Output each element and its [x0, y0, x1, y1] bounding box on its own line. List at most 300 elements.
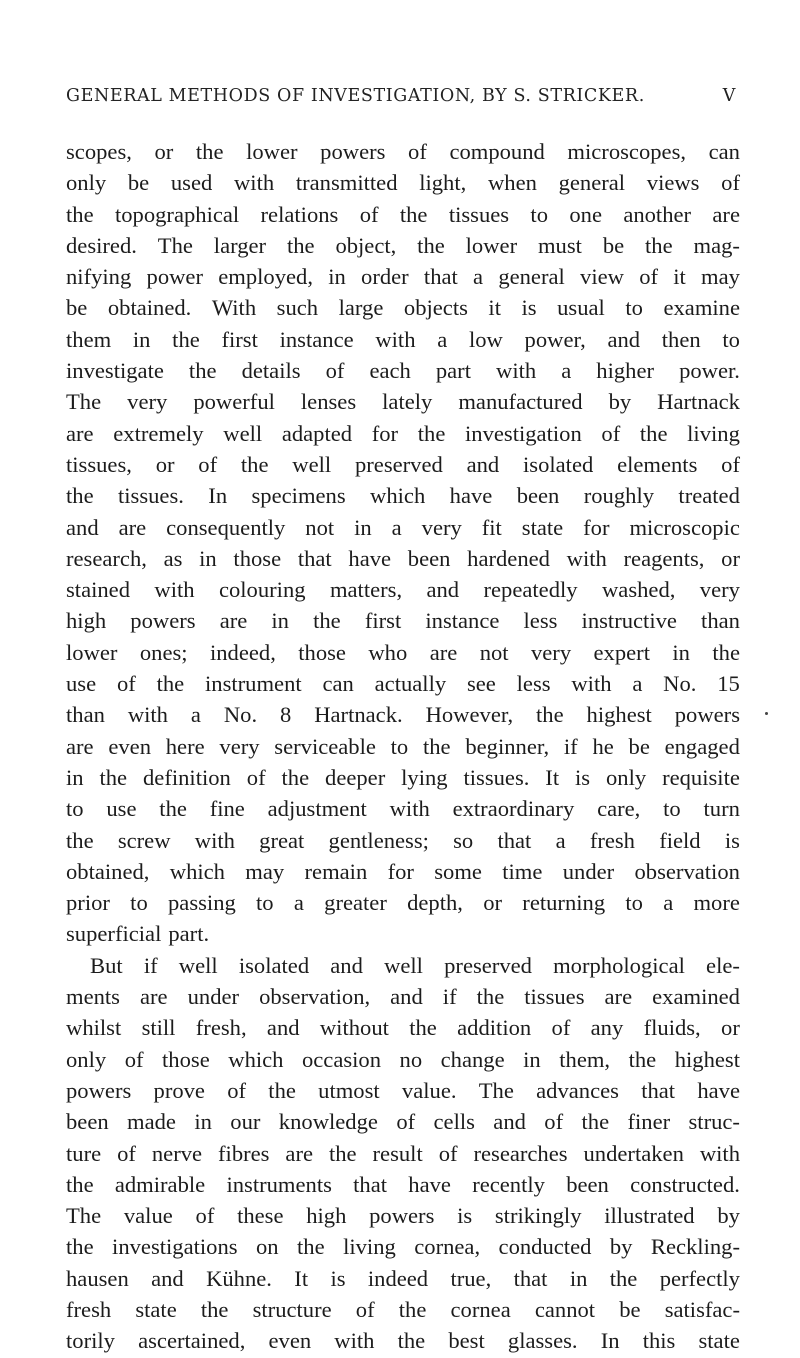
word: instance: [425, 608, 500, 634]
word: if: [143, 952, 158, 978]
word: of: [325, 358, 345, 384]
word: to: [390, 733, 409, 759]
text-line: [66, 1044, 740, 1075]
word: occasion: [301, 1046, 382, 1072]
word: lately: [382, 389, 433, 415]
word: the: [398, 1296, 427, 1322]
word: the: [397, 1328, 426, 1354]
word: to: [130, 890, 148, 916]
word: in: [66, 764, 84, 790]
word: a: [437, 326, 448, 352]
word: or: [154, 139, 174, 164]
word: the: [628, 1046, 657, 1072]
word: cannot: [534, 1296, 596, 1322]
word: powers: [674, 702, 740, 728]
word: and: [390, 984, 423, 1010]
word: with: [334, 1328, 375, 1354]
word: not: [305, 514, 335, 540]
word: strikingly: [494, 1203, 582, 1229]
word: made: [127, 1109, 176, 1135]
word: to: [663, 796, 681, 822]
word: of: [117, 1140, 136, 1166]
word: nerve: [151, 1140, 203, 1166]
word: may: [701, 264, 740, 290]
word: with: [496, 358, 537, 384]
word: addition: [457, 1015, 532, 1041]
word: than: [701, 608, 740, 634]
word: that: [641, 1077, 676, 1103]
word: a: [632, 671, 643, 697]
word: returning: [522, 890, 606, 916]
word: cornea,: [414, 1234, 481, 1260]
word: prove: [153, 1077, 205, 1103]
word: tissues.: [118, 483, 184, 509]
word: powers: [369, 1203, 435, 1229]
text-line: [66, 699, 740, 730]
text-line: [66, 668, 740, 699]
word: is: [330, 1265, 346, 1291]
word: the: [99, 764, 128, 790]
word: of: [246, 764, 266, 790]
word: instruments: [226, 1171, 332, 1197]
word: part: [435, 358, 471, 384]
word: them: [66, 326, 112, 352]
word: with: [127, 702, 168, 728]
word: requisite: [662, 764, 740, 790]
word: desired.: [66, 232, 137, 258]
running-head-title: GENERAL METHODS OF INVESTIGATION, BY S. STRICKER.: [66, 86, 645, 106]
word: for: [371, 420, 399, 446]
word: details: [241, 358, 301, 384]
text-line: [66, 950, 740, 981]
word: of: [355, 1296, 375, 1322]
word: fresh,: [195, 1015, 247, 1041]
word: the: [66, 827, 94, 853]
text-line: [66, 1138, 740, 1169]
word: the: [609, 1265, 638, 1291]
word: instance: [279, 326, 354, 352]
text-line: [66, 230, 740, 261]
text-line: [66, 1075, 740, 1106]
word: with: [566, 545, 607, 571]
word: this: [642, 1328, 676, 1354]
word: the: [639, 420, 668, 446]
word: ones;: [139, 639, 188, 665]
word: it: [673, 264, 686, 290]
text-line: [66, 731, 740, 762]
word: in: [199, 545, 217, 571]
word: superficial: [66, 921, 162, 947]
word: are: [429, 639, 458, 665]
word: use: [66, 671, 97, 697]
word: tissues: [524, 984, 585, 1010]
text-line: [66, 825, 740, 856]
word: the: [313, 608, 341, 634]
word: as: [163, 545, 183, 571]
word: are: [285, 1140, 314, 1166]
word: those: [162, 1046, 210, 1072]
word: highest: [586, 702, 652, 728]
word: of: [195, 1203, 215, 1229]
word: recently: [472, 1171, 545, 1197]
word: these: [237, 1203, 284, 1229]
word: have: [408, 1171, 451, 1197]
word: more: [693, 890, 740, 916]
word: serviceable: [274, 733, 376, 759]
word: high: [306, 1203, 347, 1229]
word: of: [551, 1015, 571, 1041]
word: topographical: [114, 201, 240, 227]
word: the: [195, 139, 224, 164]
word: the: [581, 1109, 610, 1135]
word: compound: [449, 139, 545, 164]
word: the: [417, 232, 445, 258]
word: be: [127, 170, 150, 196]
word: he: [592, 733, 614, 759]
word: of: [359, 201, 379, 227]
word: to: [625, 295, 643, 321]
word: preserved: [354, 451, 443, 477]
word: state: [521, 514, 564, 540]
word: by: [608, 389, 632, 415]
word: instrument: [205, 671, 302, 697]
word: very: [219, 733, 260, 759]
word: higher: [596, 358, 655, 384]
word: passing: [168, 890, 236, 916]
word: high: [66, 608, 107, 634]
text-line: [66, 887, 740, 918]
word: with: [389, 796, 430, 822]
word: which: [169, 858, 225, 884]
page-number: V: [722, 86, 736, 106]
word: fit: [481, 514, 502, 540]
word: change: [440, 1046, 505, 1072]
text-line: [66, 418, 740, 449]
word: to: [530, 201, 548, 227]
word: can: [322, 671, 354, 697]
word: our: [230, 1109, 261, 1135]
word: No.: [663, 671, 697, 697]
word: reagents,: [623, 545, 705, 571]
word: who: [368, 639, 408, 665]
word: or: [155, 451, 175, 477]
word: fine: [209, 796, 245, 822]
word: examined: [652, 984, 740, 1010]
text-line: [66, 574, 740, 605]
word: best: [448, 1328, 485, 1354]
word: whilst: [66, 1015, 122, 1041]
word: lower: [246, 139, 298, 164]
body-text: [66, 136, 740, 1357]
word: Reckling-: [650, 1234, 740, 1260]
word: of: [721, 451, 740, 477]
word: use: [106, 796, 137, 822]
text-line: [66, 1263, 740, 1294]
word: under: [187, 984, 240, 1010]
word: that: [353, 1171, 388, 1197]
word: scopes,: [66, 139, 132, 164]
word: screw: [117, 827, 171, 853]
word: well: [223, 420, 263, 446]
word: if: [563, 733, 578, 759]
word: to: [625, 890, 643, 916]
word: the: [172, 326, 200, 352]
word: indeed: [367, 1265, 429, 1291]
word: investigate: [66, 358, 164, 384]
word: treated: [678, 483, 740, 509]
word: ascertained,: [138, 1328, 246, 1354]
word: to: [722, 326, 740, 352]
word: objects: [403, 295, 468, 321]
word: With: [211, 295, 257, 321]
text-line: [66, 856, 740, 887]
word: morphological: [553, 952, 685, 978]
word: of: [227, 1077, 247, 1103]
word: not: [479, 639, 509, 665]
word: by: [717, 1203, 740, 1229]
word: and: [66, 514, 99, 540]
word: any: [590, 1015, 624, 1041]
text-line: [66, 1200, 740, 1231]
word: the: [66, 201, 94, 227]
word: extraordinary: [452, 796, 575, 822]
word: are: [118, 514, 147, 540]
word: are: [66, 733, 94, 759]
word: value.: [401, 1077, 457, 1103]
word: mag-: [693, 232, 740, 258]
word: must: [537, 232, 582, 258]
word: the: [66, 1171, 94, 1197]
word: value: [123, 1203, 173, 1229]
word: well: [178, 952, 218, 978]
word: true,: [450, 1265, 492, 1291]
word: or: [721, 1015, 740, 1041]
word: have: [449, 483, 493, 509]
word: elements: [617, 451, 698, 477]
word: the: [399, 201, 428, 227]
word: be: [602, 232, 625, 258]
word: been: [516, 483, 560, 509]
word: transmitted: [295, 170, 398, 196]
word: under: [562, 858, 615, 884]
word: a: [293, 890, 304, 916]
word: with: [194, 827, 235, 853]
text-line: [66, 918, 740, 949]
text-line: [66, 543, 740, 574]
text-line: [66, 355, 740, 386]
word: part.: [168, 921, 210, 947]
word: a: [555, 827, 566, 853]
text-line: [66, 1012, 740, 1043]
word: The: [478, 1077, 514, 1103]
word: the: [66, 1234, 94, 1260]
text-line: [66, 1231, 740, 1262]
word: fresh: [589, 827, 635, 853]
word: to: [256, 890, 274, 916]
text-line: [66, 449, 740, 480]
word: a: [473, 264, 484, 290]
word: In: [208, 483, 228, 509]
word: only: [66, 170, 107, 196]
word: It: [294, 1265, 309, 1291]
word: examine: [663, 295, 740, 321]
word: of: [438, 1140, 458, 1166]
word: result: [372, 1140, 423, 1166]
word: lying: [401, 764, 448, 790]
word: that: [423, 264, 458, 290]
word: the: [417, 420, 446, 446]
word: are: [219, 608, 248, 634]
word: and: [151, 1265, 184, 1291]
word: general: [498, 264, 565, 290]
word: is: [457, 1203, 473, 1229]
text-line: [66, 637, 740, 668]
word: the: [645, 232, 673, 258]
word: are: [140, 984, 168, 1010]
word: Hartnack: [657, 389, 740, 415]
word: observation: [634, 858, 740, 884]
word: stained: [66, 577, 130, 603]
text-line: [66, 981, 740, 1012]
word: even: [108, 733, 151, 759]
word: the: [159, 796, 187, 822]
word: and: [607, 326, 641, 352]
word: for: [583, 514, 610, 540]
word: It: [545, 764, 560, 790]
word: 15: [717, 671, 740, 697]
text-line: [66, 386, 740, 417]
word: order: [361, 264, 409, 290]
word: on: [256, 1234, 279, 1260]
word: gentleness;: [328, 827, 429, 853]
word: the: [536, 702, 564, 728]
word: here: [165, 733, 205, 759]
word: fibres: [218, 1140, 270, 1166]
word: it: [488, 295, 501, 321]
word: of: [408, 139, 427, 164]
word: Hartnack.: [314, 702, 403, 728]
word: very: [530, 639, 572, 665]
word: instructive: [581, 608, 677, 634]
word: is: [575, 764, 591, 790]
word: powers: [130, 608, 196, 634]
word: ments: [66, 984, 120, 1010]
text-line: [66, 1325, 740, 1356]
word: specimens: [251, 483, 346, 509]
word: investigation: [465, 420, 582, 446]
word: in: [523, 1046, 541, 1072]
word: power,: [524, 326, 586, 352]
text-line: [66, 1169, 740, 1200]
word: the: [476, 984, 505, 1010]
word: cells: [433, 1109, 475, 1135]
word: very: [127, 389, 168, 415]
word: or: [483, 890, 503, 916]
word: and: [426, 577, 460, 603]
word: usual: [557, 295, 605, 321]
word: 8: [280, 702, 292, 728]
word: observation,: [259, 984, 371, 1010]
word: the: [156, 671, 185, 697]
word: turn: [703, 796, 740, 822]
word: preserved: [444, 952, 532, 978]
word: isolated: [238, 952, 310, 978]
word: the: [281, 764, 310, 790]
word: be: [66, 295, 88, 321]
word: be: [619, 1296, 641, 1322]
word: hausen: [66, 1265, 129, 1291]
word: beginner,: [465, 733, 550, 759]
word: obtained,: [66, 858, 150, 884]
word: living: [343, 1234, 396, 1260]
word: so: [453, 827, 474, 853]
word: depth,: [407, 890, 463, 916]
word: indeed,: [209, 639, 276, 665]
word: even: [268, 1328, 312, 1354]
word: no: [399, 1046, 423, 1072]
word: is: [724, 827, 740, 853]
word: nifying: [66, 264, 132, 290]
word: lower: [465, 232, 518, 258]
word: see: [466, 671, 496, 697]
word: lower: [66, 639, 118, 665]
word: only: [66, 1046, 107, 1072]
word: power: [146, 264, 203, 290]
word: consequently: [166, 514, 286, 540]
word: knowledge: [278, 1109, 378, 1135]
word: illustrated: [604, 1203, 695, 1229]
word: cornea: [450, 1296, 511, 1322]
word: of: [639, 264, 659, 290]
word: matters,: [329, 577, 403, 603]
word: field: [659, 827, 701, 853]
word: state: [135, 1296, 177, 1322]
word: the: [422, 733, 451, 759]
word: the: [268, 1077, 296, 1103]
word: washed,: [601, 577, 676, 603]
word: great: [259, 827, 305, 853]
word: advances: [536, 1077, 619, 1103]
word: less: [516, 671, 551, 697]
text-line: [66, 136, 740, 167]
word: definition: [143, 764, 231, 790]
margin-dot: [765, 712, 768, 715]
word: the: [200, 1296, 229, 1322]
word: the: [328, 1140, 357, 1166]
word: have: [348, 545, 392, 571]
word: for: [387, 858, 414, 884]
word: greater: [324, 890, 387, 916]
word: in: [194, 1109, 212, 1135]
word: another: [623, 201, 692, 227]
word: the: [297, 1234, 325, 1260]
word: those: [233, 545, 282, 571]
word: employed,: [218, 264, 313, 290]
word: in: [132, 326, 151, 352]
word: or: [721, 545, 740, 571]
word: a: [561, 358, 572, 384]
word: living: [687, 420, 740, 446]
word: and: [266, 1015, 300, 1041]
word: time: [502, 858, 543, 884]
word: Kühne.: [206, 1265, 272, 1291]
word: struc-: [688, 1109, 740, 1135]
word: tissues: [448, 201, 510, 227]
word: less: [523, 608, 558, 634]
text-line: [66, 1106, 740, 1137]
text-line: [66, 1294, 740, 1325]
word: that: [297, 545, 332, 571]
